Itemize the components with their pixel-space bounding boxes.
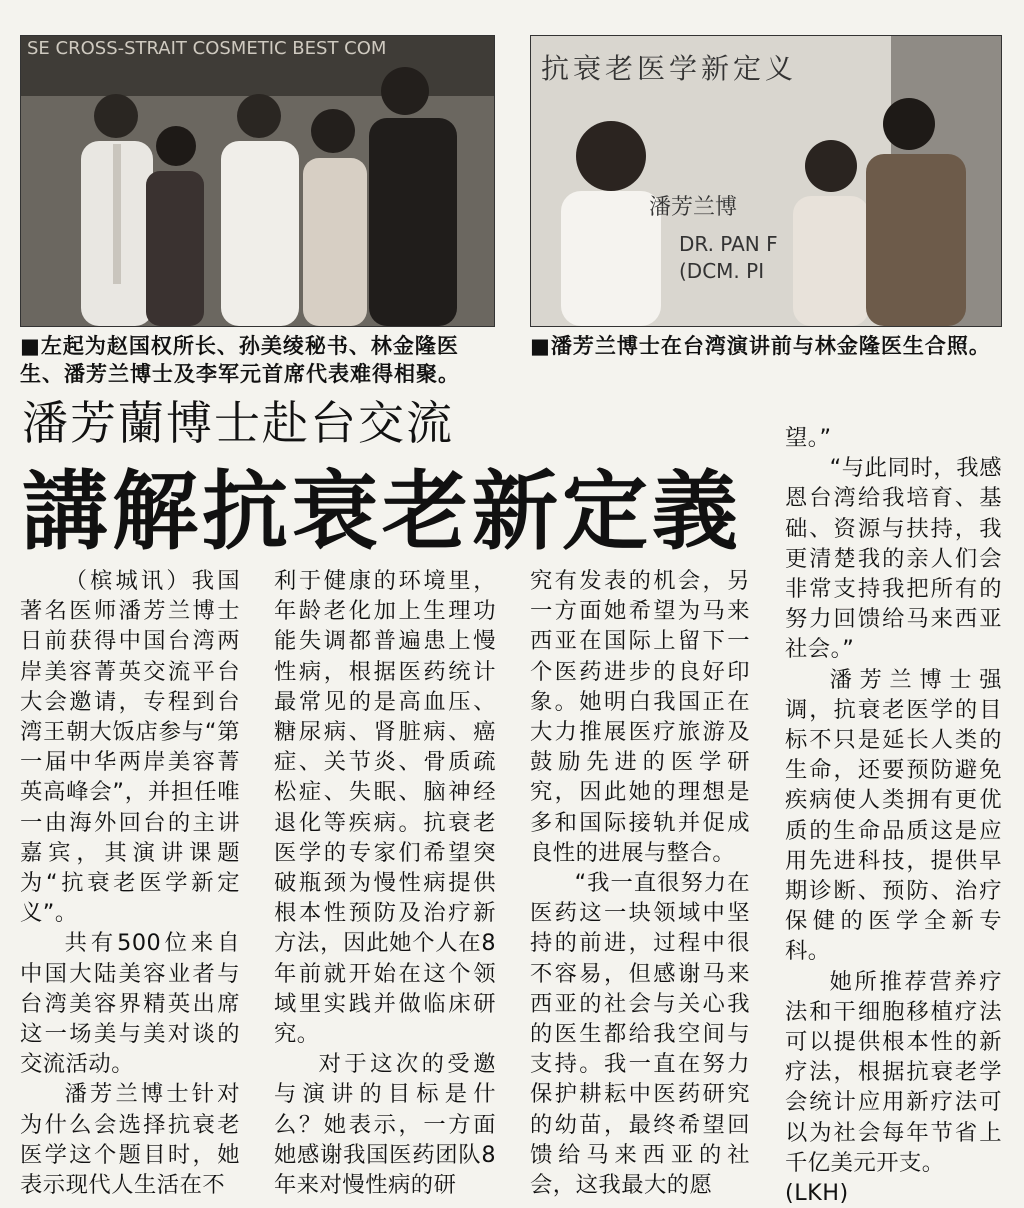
- paragraph: （槟城讯）我国著名医师潘芳兰博士日前获得中国台湾两岸美容菁英交流平台大会邀请，专程到台湾王朝大饭店参与“第一届中华两岸美容菁英高峰会”，并担任唯一由海外回台的主讲嘉宾，其演讲课题为“抗衰老医学新定义”。: [20, 568, 240, 927]
- headline-main: 講解抗衰老新定義: [22, 462, 742, 562]
- photo-caption-right: ■潘芳兰博士在台湾演讲前与林金隆医生合照。: [530, 334, 991, 358]
- group-photo: [20, 35, 495, 327]
- byline: (LKH): [785, 1180, 849, 1207]
- article-column-4: [785, 423, 1002, 1208]
- article-column-1: [20, 566, 240, 1200]
- photo-caption-left: ■左起为赵国权所长、孙美绫秘书、林金隆医生、潘芳兰博士及李军元首席代表难得相聚。: [20, 334, 460, 386]
- paragraph: 对于这次的受邀与演讲的目标是什么？她表示，一方面她感谢我国医药团队8年来对慢性病的研: [274, 1051, 496, 1199]
- slide-degree: (DCM. PI: [679, 259, 765, 283]
- slide-title: 抗衰老医学新定义: [541, 52, 798, 85]
- slide-name-cn: 潘芳兰博: [649, 195, 738, 220]
- paragraph: 利于健康的环境里，年龄老化加上生理功能失调都普遍患上慢性病，根据医药统计最常见的是高血压、糖尿病、肾脏病、癌症、关节炎、骨质疏松症、失眠、脑神经退化等疾病。抗衰老医学的专家们希望突破瓶颈为慢性病提供根本性预防及治疗新方法，因此她个人在8年前就开始在这个领域里实践并做临床研究。: [274, 568, 496, 1048]
- paragraph: “我一直很努力在医药这一块领域中坚持的前进，过程中很不容易，但感谢马来西亚的社会与关心我的医生都给我空间与支持。我一直在努力保护耕耘中医药研究的幼苗，最终希望回馈给马来西亚的社会，这我最大的愿: [530, 870, 750, 1199]
- presentation-photo: [530, 35, 1002, 327]
- paragraph: 潘芳兰博士强调，抗衰老医学的目标不只是延长人类的生命，还要预防避免疾病使人类拥有更优质的生命品质这是应用先进科技，提供早期诊断、预防、治疗保健的医学全新专科。: [785, 666, 1002, 965]
- banner-text: SE CROSS-STRAIT COSMETIC BEST COM: [27, 38, 387, 59]
- headline-kicker: 潘芳蘭博士赴台交流: [22, 396, 454, 450]
- paragraph: 潘芳兰博士针对为什么会选择抗衰老医学这个题目时，她表示现代人生活在不: [20, 1081, 240, 1199]
- paragraph: 共有500位来自中国大陆美容业者与台湾美容界精英出席这一场美与美对谈的交流活动。: [20, 930, 240, 1078]
- slide-name-en: DR. PAN F: [679, 232, 778, 256]
- paragraph: 究有发表的机会，另一方面她希望为马来西亚在国际上留下一个医药进步的良好印象。她明白我国正在大力推展医疗旅游及鼓励先进的医学研究，因此她的理想是多和国际接轨并促成良性的进展与整合。: [530, 568, 750, 866]
- article-column-2: [274, 566, 496, 1200]
- paragraph: 她所推荐营养疗法和干细胞移植疗法可以提供根本性的新疗法，根据抗衰老学会统计应用新疗法可以为社会每年节省上千亿美元开支。: [785, 968, 1002, 1176]
- paragraph: “与此同时，我感恩台湾给我培育、基础、资源与扶持，我更清楚我的亲人们会非常支持我把所有的努力回馈给马来西亚社会。”: [785, 455, 1002, 663]
- article-column-3: [530, 566, 750, 1200]
- paragraph: 望。”: [785, 425, 832, 451]
